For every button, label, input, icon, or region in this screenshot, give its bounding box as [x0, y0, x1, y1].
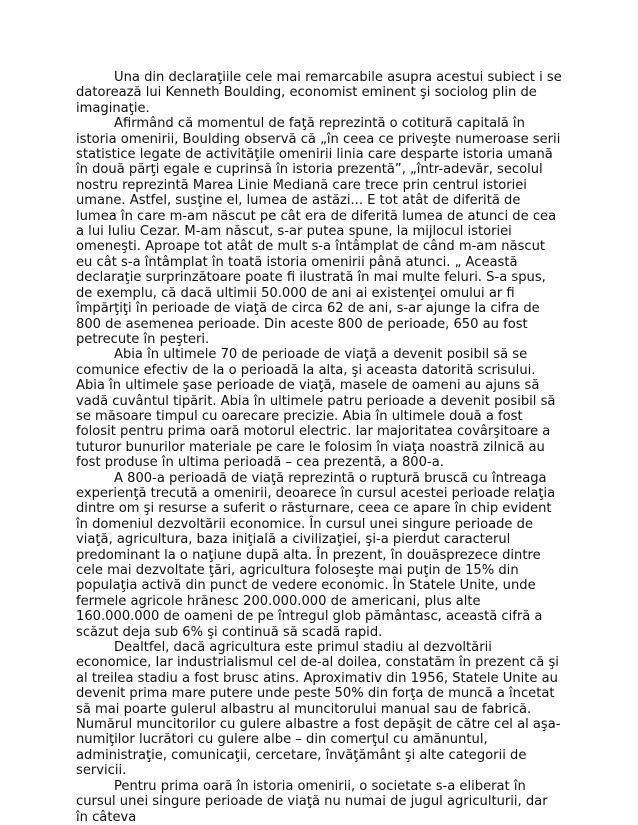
- paragraph-boulding: Afirmând că momentul de faţă reprezintă o cotitură capitală în istoria omenirii, Boulding observă că „în ceea ce priveşte numeroase serii statistice legate de activităţile omenirii linia care desparte istoria umană în două părţi egale e cuprinsă în istoria prezentă”, „într-adevăr, secolul nostru reprezintă Marea Linie Mediană care trece prin centrul istoriei umane. Astfel, susţine el, lumea de astăzi... E tot atât de diferită de lumea în care m-am născut pe cât era de diferită lumea de atunci de cea a lui Iuliu Cezar. M-am născut, s-ar putea spune, la mijlocul istoriei omeneşti. Aproape tot atât de mult s-a întâmplat de când m-am născut eu cât s-a întâmplat în toată istoria omenirii până atunci. „ Această declaraţie surprinzătoare poate fi ilustrată în mai multe feluri. S-a spus, de exemplu, că dacă ultimii 50.000 de ani ai existenţei omului ar fi împărţiţi în perioade de viaţă de circa 62 de ani, s-ar ajunge la cifra de 800 de asemenea perioade. Din aceste 800 de perioade, 650 au fost petrecute în peşteri.: [76, 116, 561, 347]
- paragraph-first-time: Pentru prima oară în istoria omenirii, o societate s-a eliberat în cursul unei singure perioade de viaţă nu numai de jugul agriculturii, dar în câteva: [76, 778, 548, 825]
- paragraph-third-stage: Dealtfel, dacă agricultura este primul stadiu al dezvoltării economice, Iar industrialismul cel de-al doilea, constatăm în prezent că şi al treilea stadiu a fost brusc atins. Aproximativ din 1956, Statele Unite au devenit prima mare putere unde peste 50% din forţa de muncă a încetat să mai poarte gulerul albastru al muncitorului manual sau de fabrică. Numărul muncitorilor cu gulere albastre a fost depăşit de către cel al aşa-numiţilor lucrători cu gulere albe – din comerţul cu amănuntul, administraţie, comunicaţii, cercetare, învăţământ şi alte categorii de servicii.: [76, 640, 561, 779]
- document-page: [76, 70, 562, 825]
- paragraph-800th-period: A 800-a perioadă de viaţă reprezintă o ruptură bruscă cu întreaga experienţă trecută a omenirii, deoarece în cursul acestei perioade relaţia dintre om şi resurse a suferit o răsturnare, ceea ce apare în chip evident în domeniul dezvoltării economice. În cursul unei singure perioade de viaţă, agricultura, baza iniţială a civilizaţiei, şi-a pierdut caracterul predominant la o naţiune după alta. În prezent, în douăsprezece dintre cele mai dezvoltate ţări, agricultura foloseşte mai puţin de 15% din populaţia activă din punct de vedere economic. În Statele Unite, unde fermele agricole hrănesc 200.000.000 de americani, plus alte 160.000.000 de oameni de pe întregul glob pământasc, această cifră a scăzut deja sub 6% şi continuă să scadă rapid.: [76, 470, 556, 640]
- paragraph-writing: Abia în ultimele 70 de perioade de viaţă a devenit posibil să se comunice efectiv de la o perioadă la alta, şi aceasta datorită scrisului. Abia în ultimele şase perioade de viaţă, masele de oameni au ajuns să vadă cuvântul tipărit. Abia în ultimele patru perioade a devenit posibil să se măsoare timpul cu oarecare precizie. Abia în ultimele două a fost folosit pentru prima oară motorul electric. Iar majoritatea covârşitoare a tuturor bunurilor materiale pe care le folosim în viaţa noastră zilnică au fost produse în ultima perioadă – cea prezentă, a 800-a.: [76, 347, 556, 471]
- paragraph-intro: Una din declaraţiile cele mai remarcabile asupra acestui subiect i se datorează lui Kenneth Boulding, economist eminent şi sociolog plin de imaginaţie.: [76, 70, 562, 116]
